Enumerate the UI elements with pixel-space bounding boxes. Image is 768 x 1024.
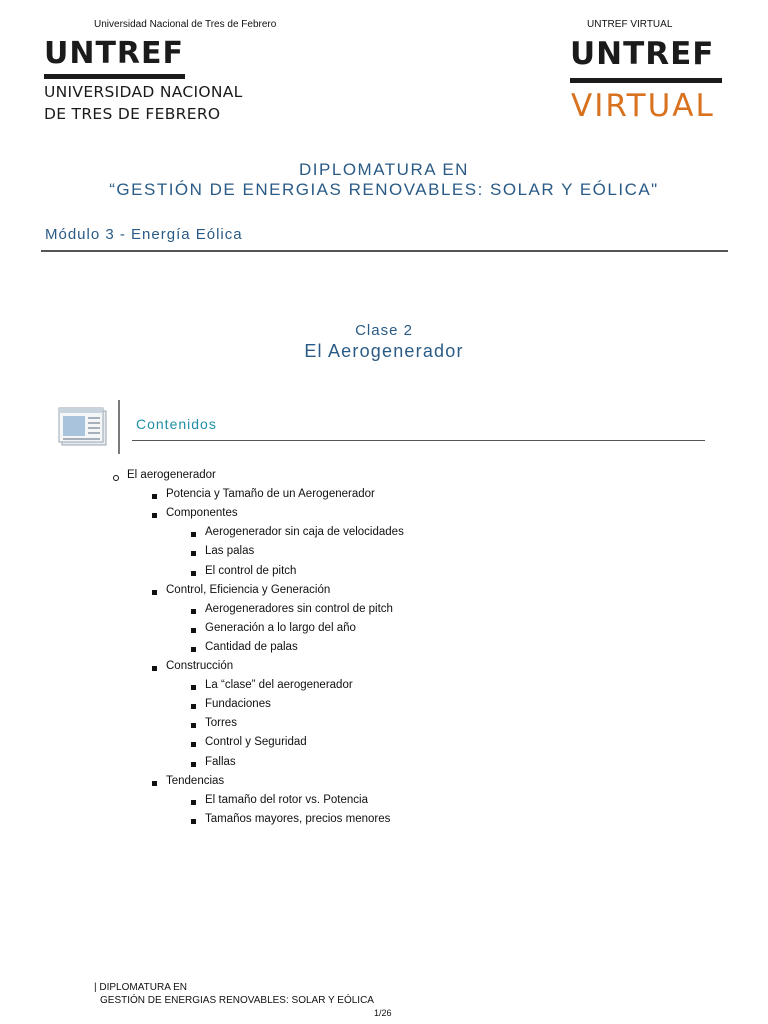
square-bullet-icon [191,723,196,728]
contents-item: Cantidad de palas [205,640,298,653]
contents-item: Control, Eficiencia y Generación [166,583,331,596]
square-bullet-icon [152,666,157,671]
contents-item: Control y Seguridad [205,736,307,749]
square-bullet-icon [191,762,196,767]
contents-item: Componentes [166,507,238,520]
class-number: Clase 2 [355,322,413,339]
contents-item: Aerogeneradores sin control de pitch [205,602,393,615]
contents-item: Fallas [205,755,236,768]
contents-heading: Contenidos [136,416,217,432]
square-bullet-icon [191,628,196,633]
diplomatura-title-line2: “GESTIÓN DE ENERGIAS RENOVABLES: SOLAR Y EÓLICA" [109,180,659,199]
contents-item: Aerogenerador sin caja de velocidades [205,526,404,539]
square-bullet-icon [191,647,196,652]
untref-logo-line2: DE TRES DE FEBRERO [44,105,221,123]
contents-separator [118,400,120,454]
contents-item: Generación a lo largo del año [205,621,356,634]
footer-line2: GESTIÓN DE ENERGIAS RENOVABLES: SOLAR Y EÓLICA [100,995,374,1006]
contents-item: La “clase” del aerogenerador [205,679,353,692]
contents-item: Construcción [166,660,234,672]
footer-line1: | DIPLOMATURA EN [94,982,187,993]
square-bullet-icon [191,532,196,537]
contents-item: Tamaños mayores, precios menores [205,812,391,825]
untref-virtual-logo-word: UNTREF [570,36,715,72]
square-bullet-icon [152,494,157,499]
square-bullet-icon [191,704,196,709]
square-bullet-icon [152,781,157,786]
square-bullet-icon [191,819,196,824]
contents-rule [132,440,705,441]
square-bullet-icon [191,609,196,614]
contents-item: El aerogenerador [127,469,216,481]
circle-bullet-icon [113,475,119,481]
module-heading: Módulo 3 - Energía Eólica [45,226,243,243]
contents-item: Tendencias [166,774,225,787]
contents-item: Potencia y Tamaño de un Aerogenerador [166,488,375,501]
contents-item: Torres [205,717,237,730]
square-bullet-icon [191,685,196,690]
contents-item: Fundaciones [205,698,271,711]
module-divider [41,250,728,252]
untref-logo-word: UNTREF [44,36,185,71]
square-bullet-icon [191,551,196,556]
untref-virtual-logo-sub: VIRTUAL [571,88,715,124]
contents-item: Las palas [205,545,255,558]
untref-logo-line1: UNIVERSIDAD NACIONAL [44,83,243,101]
header-institution: Universidad Nacional de Tres de Febrero [94,19,277,30]
square-bullet-icon [191,800,196,805]
square-bullet-icon [191,742,196,747]
page-number: 1/26 [374,1008,392,1018]
square-bullet-icon [152,513,157,518]
document-icon [56,405,110,447]
class-title: El Aerogenerador [304,341,464,361]
square-bullet-icon [152,590,157,595]
untref-logo-bar [44,74,185,79]
diplomatura-title-line1: DIPLOMATURA EN [299,160,469,179]
contents-item: El control de pitch [205,564,297,577]
contents-item: El tamaño del rotor vs. Potencia [205,793,368,806]
untref-virtual-logo-bar [570,78,722,83]
header-untref-virtual: UNTREF VIRTUAL [587,19,673,30]
square-bullet-icon [191,571,196,576]
